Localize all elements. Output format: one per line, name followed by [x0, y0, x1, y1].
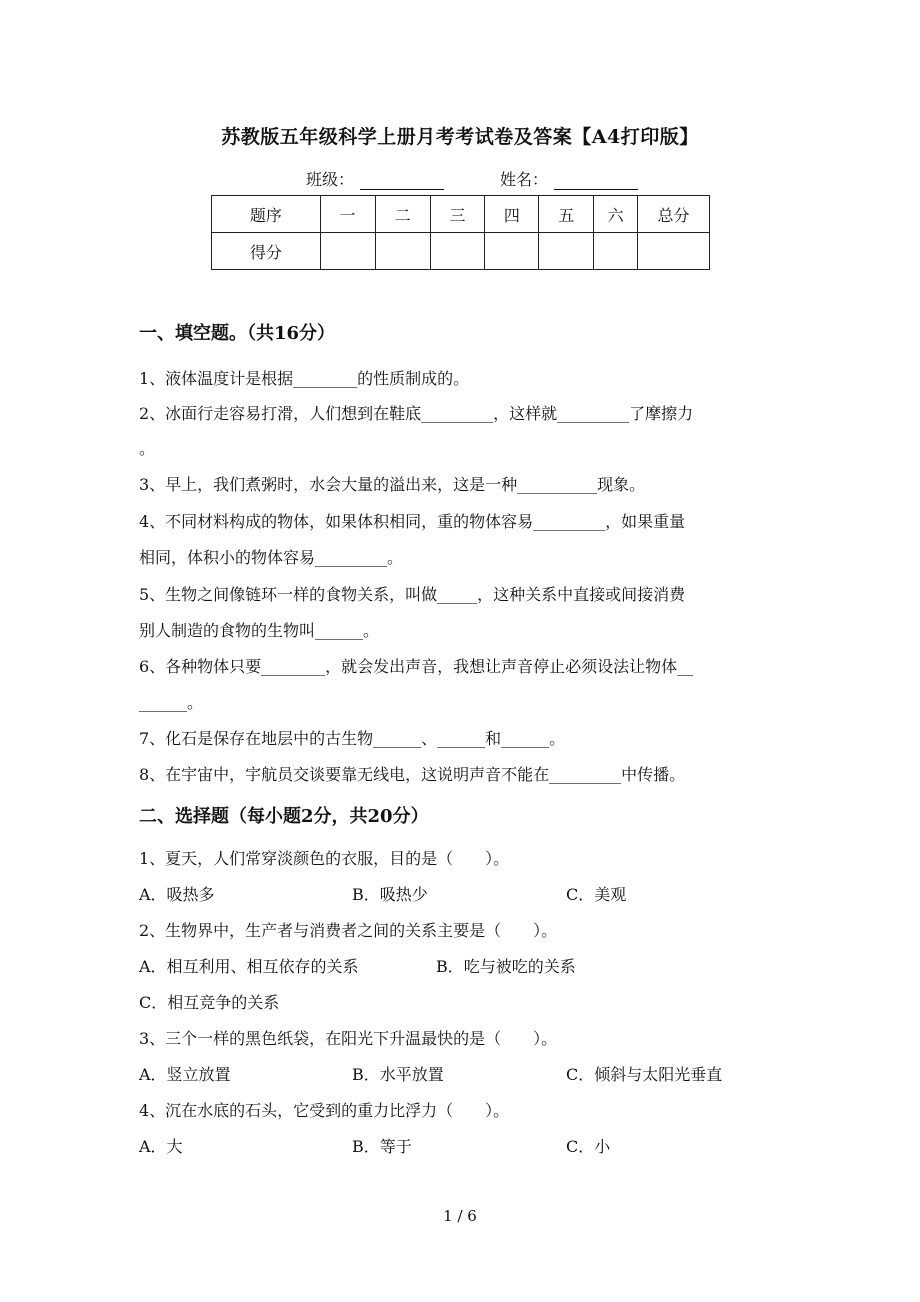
option-c: C．美观 — [566, 885, 627, 904]
score-table — [211, 195, 710, 270]
question-line: 2、冰面行走容易打滑，人们想到在鞋底_________，这样就_________了摩擦力 — [139, 404, 694, 423]
option-b: B．等于 — [352, 1137, 412, 1156]
question-line: 别人制造的食物的生物叫______。 — [139, 621, 380, 640]
question-line: 1、液体温度计是根据________的性质制成的。 — [139, 369, 470, 388]
question-line: 8、在宇宙中，宇航员交谈要靠无线电，这说明声音不能在_________中传播。 — [139, 765, 686, 784]
question-line: 相同，体积小的物体容易_________。 — [139, 548, 404, 567]
name-blank[interactable] — [554, 173, 638, 190]
score-header-cell: 六 — [594, 196, 638, 233]
question-line: ______。 — [139, 693, 204, 712]
option-c: C．小 — [566, 1137, 611, 1156]
question-line: 5、生物之间像链环一样的食物关系，叫做_____，这种关系中直接或间接消费 — [139, 585, 686, 604]
option-b: B．吃与被吃的关系 — [436, 957, 576, 976]
name-field — [500, 167, 638, 190]
score-cell[interactable] — [485, 233, 539, 270]
section-fill-blank-heading: 一、填空题。（共16分） — [139, 323, 336, 344]
choice-question-stem: 1、夏天，人们常穿淡颜色的衣服，目的是（ ）。 — [139, 849, 510, 868]
option-a: A．相互利用、相互依存的关系 — [139, 957, 359, 976]
score-header-cell: 题序 — [212, 196, 321, 233]
option-c: C．相互竞争的关系 — [139, 993, 280, 1012]
question-line: 7、化石是保存在地层中的古生物______、______和______。 — [139, 729, 566, 748]
class-field — [306, 167, 444, 190]
name-label: 姓名： — [500, 170, 549, 189]
page-title: 苏教版五年级科学上册月考考试卷及答案【A4打印版】 — [221, 126, 699, 148]
score-header-cell: 四 — [485, 196, 539, 233]
score-table-row — [212, 233, 710, 270]
score-table-header-row — [212, 196, 710, 233]
question-line: 4、不同材料构成的物体，如果体积相同，重的物体容易_________，如果重量 — [139, 512, 686, 531]
choice-question-stem: 3、三个一样的黑色纸袋，在阳光下升温最快的是（ ）。 — [139, 1029, 558, 1048]
section-choice-heading: 二、选择题（每小题2分，共20分） — [139, 806, 429, 827]
choice-question-stem: 2、生物界中，生产者与消费者之间的关系主要是（ ）。 — [139, 921, 558, 940]
score-cell[interactable] — [430, 233, 485, 270]
score-header-cell: 五 — [539, 196, 594, 233]
option-a: A．大 — [139, 1137, 183, 1156]
score-cell[interactable] — [638, 233, 710, 270]
option-a: A．竖立放置 — [139, 1065, 231, 1084]
score-header-cell: 三 — [430, 196, 485, 233]
page-number: 1 / 6 — [443, 1207, 477, 1225]
score-header-cell: 二 — [375, 196, 430, 233]
option-a: A．吸热多 — [139, 885, 215, 904]
question-line: 。 — [139, 439, 156, 458]
score-cell[interactable] — [539, 233, 594, 270]
score-header-cell: 一 — [320, 196, 375, 233]
class-blank[interactable] — [360, 173, 444, 190]
choice-question-stem: 4、沉在水底的石头，它受到的重力比浮力（ ）。 — [139, 1101, 510, 1120]
option-c: C．倾斜与太阳光垂直 — [566, 1065, 723, 1084]
score-cell[interactable] — [320, 233, 375, 270]
class-label: 班级： — [306, 170, 355, 189]
score-cell[interactable] — [375, 233, 430, 270]
option-b: B．吸热少 — [352, 885, 428, 904]
question-line: 3、早上，我们煮粥时，水会大量的溢出来，这是一种__________现象。 — [139, 475, 646, 494]
question-line: 6、各种物体只要________，就会发出声音，我想让声音停止必须设法让物体__ — [139, 657, 694, 676]
score-cell[interactable] — [594, 233, 638, 270]
score-row-label: 得分 — [212, 233, 321, 270]
option-b: B．水平放置 — [352, 1065, 444, 1084]
score-header-cell: 总分 — [638, 196, 710, 233]
